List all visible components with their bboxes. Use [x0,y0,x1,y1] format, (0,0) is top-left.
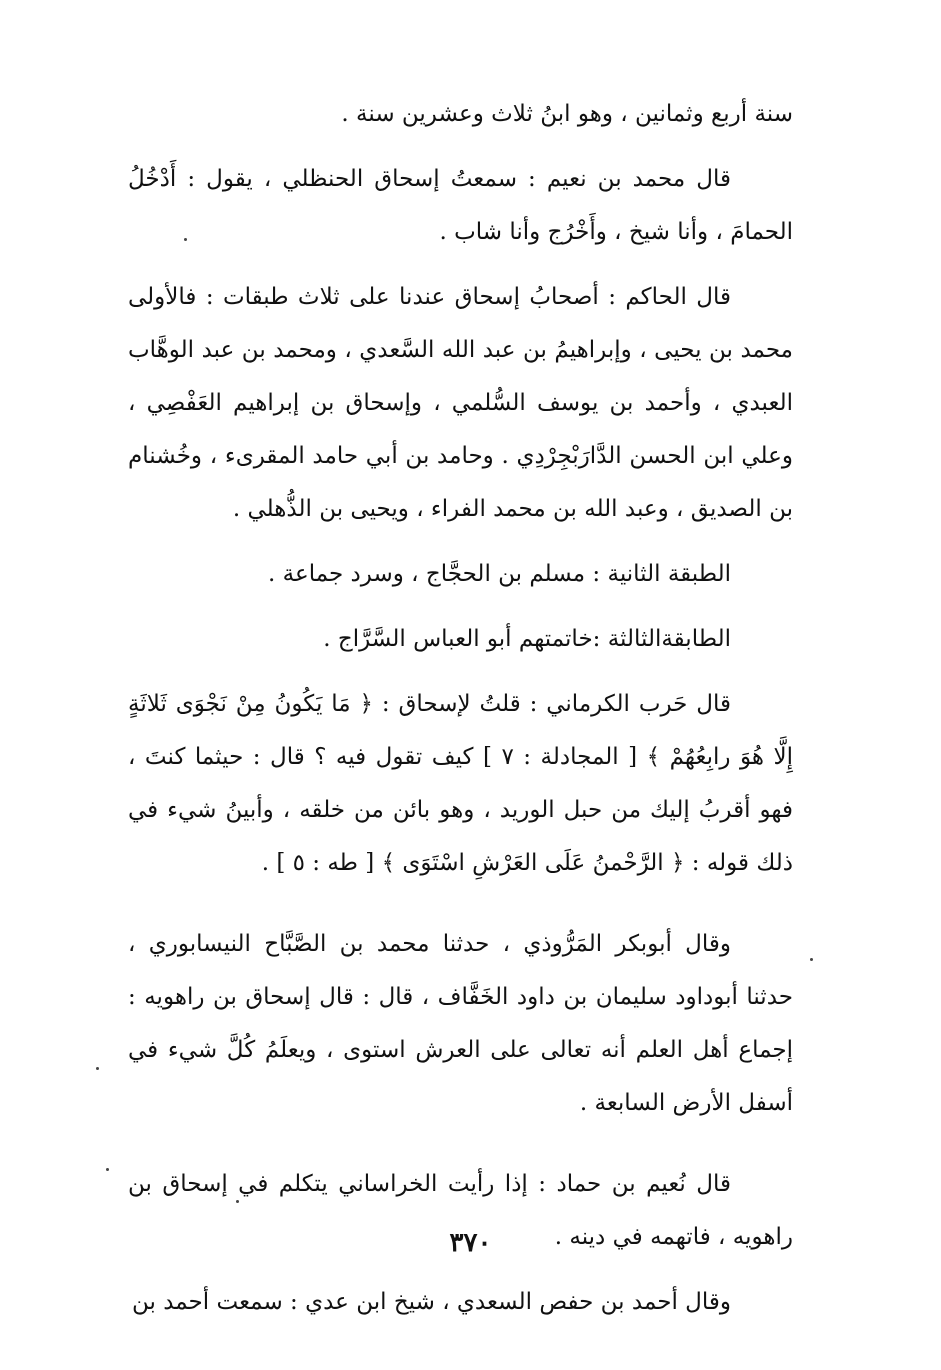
paragraph-1: سنة أربع وثمانين ، وهو ابنُ ثلاث وعشرين سنة . [341,101,793,127]
page-number: ٣٧٠ [449,1228,492,1258]
paragraph-2: قال محمد بن نعيم : سمعتُ إسحاق الحنظلي ، يقول : أَدْخُلُ الحمامَ ، وأنا شيخ ، وأَخْرُج وأنا شاب . [128,166,793,245]
scan-speck [236,1200,239,1203]
paragraph-5: الطابقةالثالثة :خاتمتهم أبو العباس السَّرَّاج . [323,626,731,652]
paragraph-6: قال حَرب الكرماني : قلتُ لإسحاق : ﴿ مَا يَكُونُ مِنْ نَجْوَى ثَلاثَةٍ إِلَّا هُوَ رابِعُهُمْ ﴾ [ المجادلة : ٧ ] كيف تقول فيه ؟ قال : حيثما كنتَ ، فهو أقربُ إليك من حبل الوريد ، وهو بائن من خلقه ، وأبينُ شيء في ذلك قوله : ﴿ الرَّحْمنُ عَلَى العَرْشِ اسْتَوَى ﴾ [ طه : ٥ ] . [128,691,793,876]
page-body [128,88,793,1329]
scan-speck [184,238,187,241]
paragraph-8: قال نُعيم بن حماد : إذا رأيت الخراساني يتكلم في إسحاق بن راهويه ، فاتهمه في دينه . [128,1171,793,1250]
paragraph-9: وقال أحمد بن حفص السعدي ، شيخ ابن عدي : سمعت أحمد بن [131,1289,731,1315]
scan-speck [106,1168,109,1171]
scan-speck [96,1067,99,1070]
scan-speck [810,958,813,961]
paragraph-4: الطبقة الثانية : مسلم بن الحجَّاج ، وسرد جماعة . [268,561,731,587]
paragraph-7: وقال أبوبكر المَرُّوذي ، حدثنا محمد بن الصَّبَّاح النيسابوري ، حدثنا أبوداود سليمان بن داود الخَفَّاف ، قال : قال إسحاق بن راهويه : إجماع أهل العلم أنه تعالى على العرش استوى ، ويعلَمُ كُلَّ شيء في أسفل الأرض السابعة . [128,931,793,1116]
paragraph-3: قال الحاكم : أصحابُ إسحاق عندنا على ثلاث طبقات : فالأولى محمد بن يحيى ، وإبراهيمُ بن عبد الله السَّعدي ، ومحمد بن عبد الوهَّاب العبدي ، وأحمد بن يوسف السُّلمي ، وإسحاق بن إبراهيم العَفْصِي ، وعلي ابن الحسن الدَّارَبْجِرْدِي . وحامد بن أبي حامد المقرىء ، وخُشنام بن الصديق ، وعبد الله بن محمد الفراء ، ويحيى بن الذُّهلي . [128,284,793,522]
